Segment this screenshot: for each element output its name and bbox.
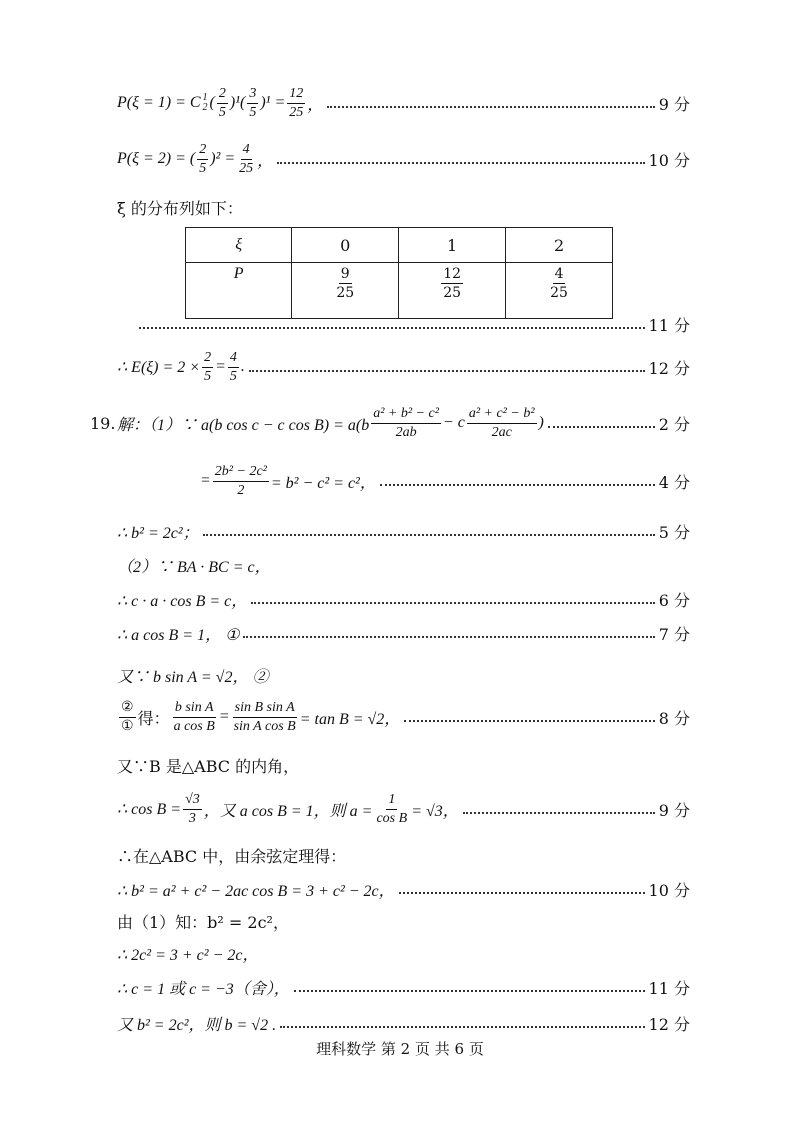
q19-line-10: ∴ cos B = $\frac{√3}{3}$ ，又 a cos B = 1，则 a = $\frac{1}{\text{cos B}}$ = √3， 9 分 — [117, 791, 690, 826]
score-label: 7 分 — [658, 624, 690, 644]
score-label: 10 分 — [648, 880, 690, 900]
leader-dots — [243, 636, 654, 638]
leader-dots — [203, 534, 655, 536]
table-cell: $\frac{9}{25}$ — [292, 263, 399, 319]
leader-dots — [380, 484, 655, 486]
q19-line-14: ∴ 2c² = 3 + c² − 2c， — [117, 946, 259, 964]
prob-xi-1-line — [117, 86, 690, 120]
leader-dots — [404, 720, 654, 722]
score-label: 10 分 — [648, 150, 690, 170]
q19-line-7: 又∵ b sin A = √2， ② — [117, 668, 269, 686]
q19-line-16: 又 b² = 2c²，则 b = √2 . 12 分 — [117, 1006, 690, 1040]
leader-dots — [249, 370, 645, 372]
score-label: 9 分 — [658, 94, 690, 114]
score-label: 9 分 — [658, 800, 690, 820]
q19-line-6: ∴ a cos B = 1， ① 7 分 — [117, 616, 690, 650]
prob-xi-2-expr: P(ξ = 2) = ( $\frac{2}{5}$ )² = $\frac{4}{25}$ ， — [117, 141, 274, 176]
leader-dots — [280, 1026, 644, 1028]
page-footer: 理科数学 第 2 页 共 6 页 — [316, 1040, 484, 1058]
score-label: 12 分 — [648, 1014, 690, 1034]
table-cell: $\frac{12}{25}$ — [399, 263, 506, 319]
table-cell: ξ — [186, 228, 292, 263]
leader-dots — [139, 327, 645, 329]
table-cell: 1 — [399, 228, 506, 263]
score-label: 5 分 — [658, 522, 690, 542]
table-cell: 2 — [506, 228, 613, 263]
question-number: 19. — [90, 414, 116, 433]
leader-dots — [548, 426, 655, 428]
leader-dots — [399, 892, 645, 894]
expectation-line: ∴ E(ξ) = 2 × $\frac{2}{5}$ = $\frac{4}{5}$ . 12 分 — [117, 349, 690, 384]
leader-dots — [277, 162, 644, 164]
leader-dots — [463, 812, 655, 814]
score-label: 11 分 — [648, 315, 690, 335]
score-label: 11 分 — [648, 978, 690, 998]
q19-line-3: ∴ b² = 2c²； 5 分 — [117, 514, 690, 548]
q19-line-15: ∴ c = 1 或 c = −3（舍）， 11 分 — [117, 970, 690, 1004]
q19-line-4: （2）∵ BA · BC = c， — [117, 558, 271, 576]
q19-line-1: 解：（1）∵ a(b cos c − c cos B) = a(b $\frac{\text{a² + b² − c²}}{2ab}$ − c $\frac{\text{a² + c² − b²}}{2ac}$ ) 2 分 — [117, 405, 690, 440]
score-label: 4 分 — [658, 472, 690, 492]
table-cell: P — [186, 263, 292, 319]
score-label: 12 分 — [648, 358, 690, 378]
q19-line-12: ∴ b² = a² + c² − 2ac cos B = 3 + c² − 2c， 10 分 — [117, 872, 690, 906]
distribution-table — [185, 227, 613, 319]
prob-xi-1-expr: P(ξ = 1) = C 1 2 ( $\frac{2}{5}$ )¹( $\frac{3}{5}$ )¹ = $\frac{12}{25}$ ， — [117, 85, 324, 120]
table-row — [186, 228, 613, 263]
dist-heading: ξ 的分布列如下： — [117, 198, 243, 218]
prob-xi-2-line — [117, 142, 690, 176]
q19-line-11: ∴在△ABC 中，由余弦定理得： — [117, 846, 347, 866]
table-score-line — [135, 307, 690, 341]
table-cell: 0 — [292, 228, 399, 263]
score-label: 8 分 — [658, 708, 690, 728]
q19-line-13: 由（1）知：b² = 2c²， — [117, 912, 289, 932]
leader-dots — [327, 106, 654, 108]
q19-line-9: 又∵B 是△ABC 的内角， — [117, 756, 300, 776]
q19-line-5: ∴ c · a · cos B = c， 6 分 — [117, 582, 690, 616]
q19-line-2: = $\frac{\text{2b² − 2c²}}{2}$ = b² − c² = c²， 4 分 — [200, 463, 690, 498]
leader-dots — [294, 990, 645, 992]
leader-dots — [251, 602, 654, 604]
score-label: 6 分 — [658, 590, 690, 610]
score-label: 2 分 — [658, 414, 690, 434]
table-cell: $\frac{4}{25}$ — [506, 263, 613, 319]
q19-line-8: $\frac{\text{②}}{\text{①}}$ 得： $\frac{\text{b sin A}}{\text{a cos B}}$ = $\frac{\text{sin B sin A}}{\text{sin A cos B}}$ = tan B = √2， 8 分 — [121, 699, 690, 734]
